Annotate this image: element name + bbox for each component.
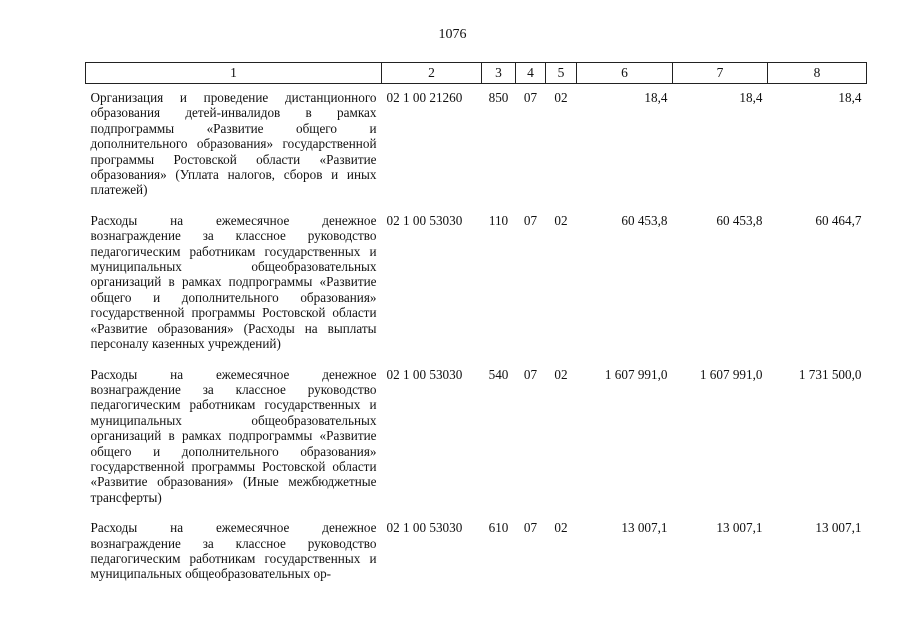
subsection-code: 02 (554, 212, 568, 228)
section-code: 07 (523, 520, 538, 536)
page-number: 1076 (438, 27, 467, 42)
column-header: 6 (577, 63, 673, 84)
amount-col-8: 18,4 (838, 90, 862, 105)
amount-col-8: 1 731 500,0 (798, 366, 862, 382)
subsection-code: 02 (554, 520, 568, 536)
column-header: 3 (482, 63, 516, 84)
target-article-code: 02 1 00 53030 (386, 366, 463, 382)
section-code: 07 (523, 212, 538, 228)
amount-col-6: 13 007,1 (621, 520, 668, 536)
row-description: Организация и проведение дистанционного образования детей-инвалидов в рамках подпрограммы «Развитие общего и дополнительного образования» государственной программы Ростовской области «Развитие образования» (Уплата налогов, сборов и иных платежей) (90, 90, 377, 198)
amount-col-6: 60 453,8 (621, 212, 668, 228)
amount-col-7: 18,4 (739, 90, 763, 105)
amount-col-6: 1 607 991,0 (604, 366, 668, 382)
table-row (86, 84, 867, 207)
table-row (86, 514, 867, 591)
row-description: Расходы на ежемесячное денежное вознаграждение за классное руководство педагогическим работникам государственных и муниципальных общеобразовательных организаций в рамках подпрограммы «Развитие общего и дополнительного образования» государственной программы Ростовской области «Развитие образования» (Расходы на выплаты персоналу казенных учреждений) (90, 212, 377, 352)
column-header: 7 (673, 63, 768, 84)
target-article-code: 02 1 00 53030 (386, 212, 463, 228)
table-row (86, 207, 867, 361)
row-description: Расходы на ежемесячное денежное вознаграждение за классное руководство педагогическим работникам государственных и муниципальных общеобразовательных ор- (90, 520, 377, 582)
column-header: 1 (86, 63, 382, 84)
expense-type-code: 610 (488, 520, 509, 536)
column-header: 8 (768, 63, 867, 84)
amount-col-7: 60 453,8 (716, 212, 763, 228)
subsection-code: 02 (554, 366, 568, 382)
target-article-code: 02 1 00 21260 (386, 90, 463, 105)
column-header: 5 (546, 63, 577, 84)
amount-col-8: 60 464,7 (815, 212, 862, 228)
target-article-code: 02 1 00 53030 (386, 520, 463, 536)
subsection-code: 02 (554, 90, 568, 105)
amount-col-7: 1 607 991,0 (699, 366, 763, 382)
section-code: 07 (523, 366, 538, 382)
budget-table (85, 62, 867, 591)
expense-type-code: 110 (488, 212, 509, 228)
expense-type-code: 850 (488, 90, 509, 105)
header-row (86, 63, 867, 84)
table-row (86, 361, 867, 515)
section-code: 07 (523, 90, 538, 105)
column-header: 4 (516, 63, 546, 84)
column-header: 2 (382, 63, 482, 84)
amount-col-8: 13 007,1 (815, 520, 862, 536)
row-description: Расходы на ежемесячное денежное вознаграждение за классное руководство педагогическим работникам государственных и муниципальных общеобразовательных организаций в рамках подпрограммы «Развитие общего и дополнительного образования» государственной программы Ростовской области «Развитие образования» (Иные межбюджетные трансферты) (90, 366, 377, 505)
amount-col-7: 13 007,1 (716, 520, 763, 536)
expense-type-code: 540 (488, 366, 509, 382)
amount-col-6: 18,4 (644, 90, 668, 105)
